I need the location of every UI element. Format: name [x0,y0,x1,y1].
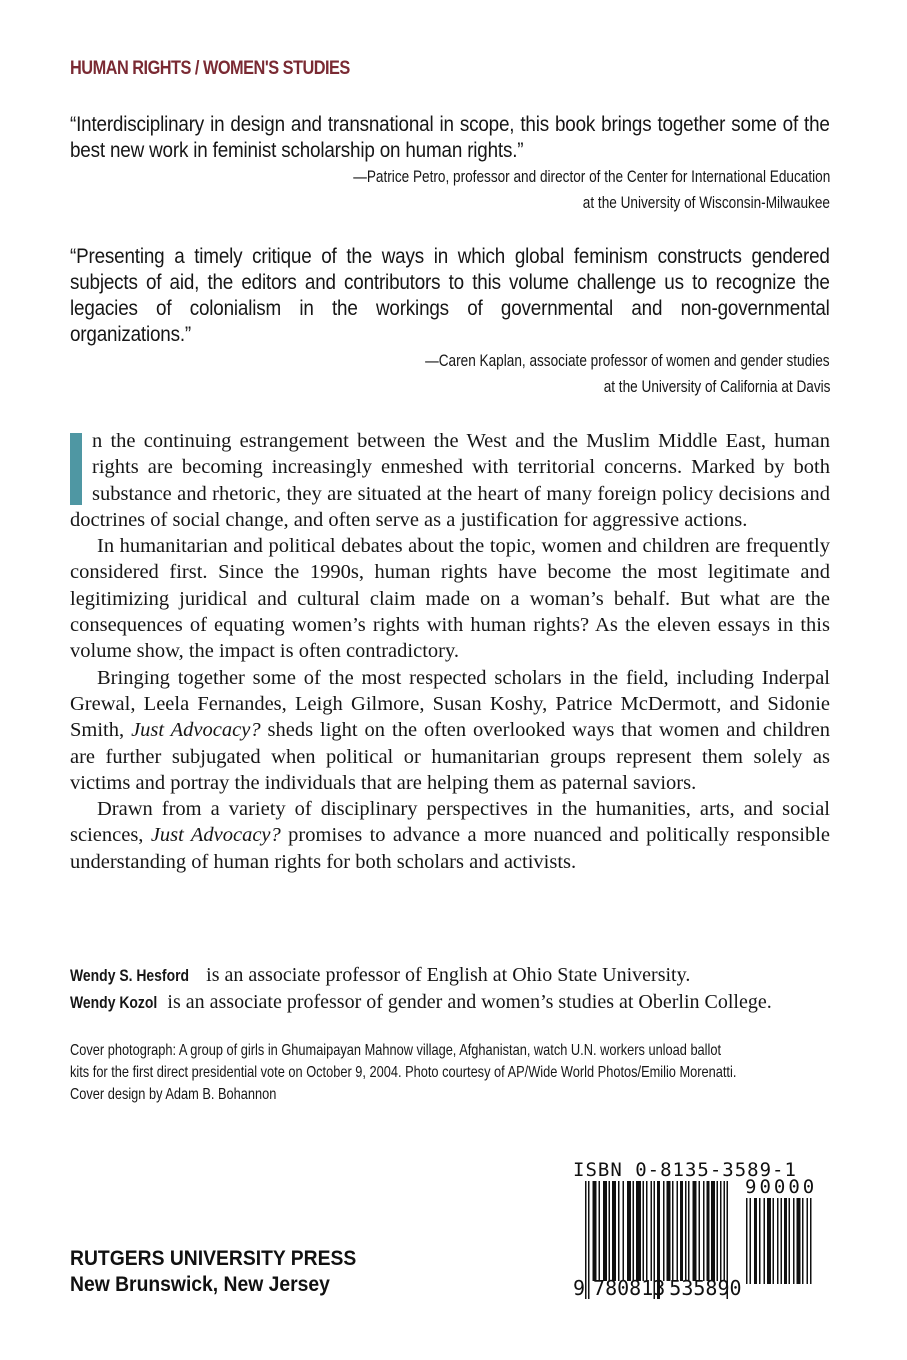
barcode-bar [711,1181,715,1281]
barcode-bar [623,1181,625,1281]
barcode-bar [724,1181,726,1281]
barcode-bar [685,1181,687,1281]
editor-name: Wendy Kozol [70,993,158,1012]
barcode-bar [759,1198,761,1284]
barcode-bar [810,1198,812,1284]
description-paragraph-1: n the continuing estrangement between the West and the Muslim Middle East, human rights are becoming increasingly enmeshed with territorial concerns. Marked by both substance and rhetoric, they are situated at the heart of many foreign policy decisions and doctrines of social change, and often serve as a justification for aggressive actions. [70,430,830,531]
barcode-bar [593,1181,597,1281]
editor-name: Wendy S. Hesford [70,966,190,985]
endorsement-quote-1 [70,112,830,216]
barcode-bar [784,1198,787,1284]
description-paragraph-3: Bringing together some of the most respected scholars in the field, including Inderpal Grewal, Leela Fernandes, Leigh Gilmore, Susan Koshy, Patrice McDermott, and Sidonie Smith, Just Advocacy? sheds light on the often overlooked ways that women and children are further subjugated when political or humanitarian groups represent them solely as victims and portray the individuals that are helping them as paternal saviors. [70,666,830,794]
barcode-bar [802,1198,804,1284]
barcode-bar [677,1181,679,1281]
barcode-bar [750,1198,752,1284]
barcode-bar [699,1181,701,1281]
price-code: 90000 [745,1176,818,1198]
quote-attribution: —Patrice Petro, professor and director of the Center for International Education [352,167,830,186]
barcode-bar [643,1181,645,1281]
barcode-bar [663,1181,665,1281]
isbn-barcode [573,1160,835,1300]
isbn-label: ISBN 0-8135-3589-1 [573,1159,797,1181]
barcode-bar [599,1181,601,1281]
barcode-bar [703,1181,705,1281]
book-description [70,428,830,875]
publisher-name: RUTGERS UNIVERSITY PRESS [70,1247,357,1270]
book-title: Just Advocacy? [150,824,281,847]
barcode-bar [807,1198,809,1284]
barcode-bar [764,1198,766,1284]
editor-bio-2: Wendy Kozol is an associate professor of gender and women’s studies at Oberlin College. [70,989,850,1016]
credit-line: kits for the first direct presidential vote on October 9, 2004. Photo courtesy of AP/Wide World Photos/Emilio Morenatti. [70,1064,737,1081]
publisher-location: New Brunswick, New Jersey [70,1273,330,1296]
barcode-bar [651,1181,653,1281]
barcode-bar [633,1181,635,1281]
barcode-bar [767,1198,771,1284]
barcode-bar [773,1198,775,1284]
barcode-bar [603,1181,607,1281]
endorsement-quote-2 [70,244,830,400]
barcode-bar [707,1181,710,1281]
cover-credits [70,1040,907,1106]
barcode-bar [612,1181,616,1281]
barcode-bar [797,1198,801,1284]
credit-line: Cover design by Adam B. Bohannon [70,1086,277,1103]
editor-bio-1: Wendy S. Hesford is an associate professor of English at Ohio State University. [70,962,850,989]
description-paragraph-4: Drawn from a variety of disciplinary perspectives in the humanities, arts, and social sciences, Just Advocacy? promises to advance a more nuanced and politically responsible understanding of human rights for both scholars and activists. [70,798,830,873]
quote-text: “Presenting a timely critique of the ways in which global feminism constructs gendered subjects of aid, the editors and contributors to this volume challenge us to recognize the legacies of colonialism in the workings of governmental and non-governmental organizations.” [70,245,830,346]
barcode-bar [693,1181,697,1281]
barcode-bar [717,1181,719,1281]
barcode-bar [609,1181,611,1281]
barcode-bar [789,1198,791,1284]
quote-attribution-affiliation: at the University of California at Davis [603,377,830,396]
barcode-bar [667,1181,671,1281]
description-paragraph-2: In humanitarian and political debates about the topic, women and children are frequently considered first. Since the 1990s, human rights have become the most legitimate and legitimizing juridical and cultural claim made on a woman’s behalf. But what are the consequences of equating women’s rights with human rights? As the eleven essays in this volume show, the impact is often contradictory. [70,535,830,663]
barcode-bar [777,1198,779,1284]
barcode-bar [636,1181,641,1281]
barcode-bar [688,1181,690,1281]
category-label: HUMAN RIGHTS / WOMEN'S STUDIES [70,58,350,79]
barcode-bar [646,1181,648,1281]
barcode-bar [627,1181,631,1281]
quote-attribution-affiliation: at the University of Wisconsin-Milwaukee [582,193,830,212]
dropcap-i-bar [70,433,82,505]
quote-text: “Interdisciplinary in design and transnational in scope, this book brings together some of the best new work in feminist scholarship on human rights.” [70,113,830,162]
ean-digits: 9 780813 535890 [573,1276,742,1300]
barcode-bar [672,1181,674,1281]
barcode-bar [781,1198,783,1284]
addon-barcode-bars-icon [746,1198,832,1284]
barcode-bar [720,1181,722,1281]
quote-attribution: —Caren Kaplan, associate professor of women and gender studies [425,351,830,370]
barcode-bar [618,1181,620,1281]
barcode-bar [746,1198,748,1284]
publisher-block [70,1246,381,1298]
editor-bios [70,962,850,1016]
barcode-bar [793,1198,795,1284]
barcode-bar [754,1198,757,1284]
credit-line: Cover photograph: A group of girls in Ghumaipayan Mahnow village, Afghanistan, watch U.N. workers unload ballot [70,1042,722,1059]
barcode-bar [680,1181,683,1281]
book-title: Just Advocacy? [131,719,261,742]
